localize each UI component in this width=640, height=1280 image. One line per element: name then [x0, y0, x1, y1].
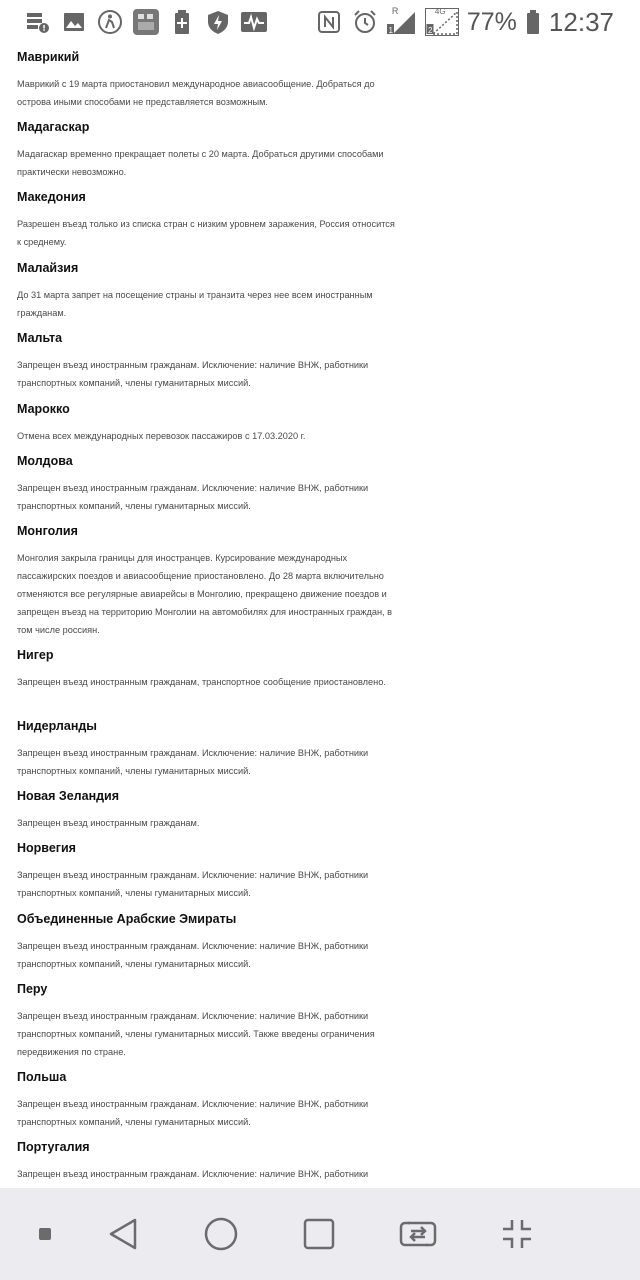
list-item: [0, 188, 640, 251]
country-name: Перу: [17, 982, 48, 996]
country-restrictions: Маврикий с 19 марта приостановил международное авиасообщение. Добраться до острова иными способами не представляется возможным.: [17, 79, 375, 107]
list-item: [0, 787, 439, 832]
dot-icon: [38, 1227, 52, 1241]
signal-sim1-icon: [387, 8, 417, 36]
alarm-clock-icon: [351, 8, 379, 36]
country-restrictions: Запрещен въезд иностранным гражданам. Исключение: наличие ВНЖ, работники транспортных компаний, члены гуманитарных миссий.: [17, 360, 369, 388]
country-restrictions: Запрещен въезд иностранным гражданам. Исключение: наличие ВНЖ, работники транспортных компаний, члены гуманитарных миссий.: [17, 941, 369, 969]
country-name: Македония: [17, 190, 86, 204]
battery-plus-icon: [168, 8, 196, 36]
country-restrictions: Мадагаскар временно прекращает полеты с 20 марта. Добраться другими способами практически невозможно.: [17, 149, 384, 177]
country-name: Мадагаскар: [17, 120, 90, 134]
list-item: [0, 400, 545, 445]
list-item: [0, 1068, 640, 1131]
country-restrictions: Запрещен въезд иностранным гражданам. Исключение: наличие ВНЖ, работники транспортных компаний, члены гуманитарных миссий. Также введены ограничения передвижения по стране.: [17, 1011, 375, 1057]
sim2-label: 4G: [434, 7, 446, 16]
article-content: [0, 44, 640, 1188]
nfc-icon: [315, 8, 343, 36]
country-name: Нигер: [17, 648, 54, 662]
battery-percent: 77%: [466, 7, 517, 36]
list-item: [0, 910, 640, 973]
switch-app-icon: [398, 1219, 438, 1249]
collapse-button[interactable]: [493, 1210, 541, 1258]
recents-button[interactable]: [295, 1210, 343, 1258]
svg-text:2: 2: [427, 26, 433, 35]
list-item: [0, 646, 626, 691]
country-name: Маврикий: [17, 50, 80, 64]
country-name: Мальта: [17, 331, 63, 345]
country-name: Объединенные Арабские Эмираты: [17, 912, 237, 926]
country-restrictions: До 31 марта запрет на посещение страны и транзита через нее всем иностранным гражданам.: [17, 290, 373, 318]
country-restrictions: Запрещен въезд иностранным гражданам. Исключение: наличие ВНЖ, работники: [17, 1169, 369, 1179]
clock: 12:37: [548, 6, 614, 37]
country-name: Нидерланды: [17, 719, 97, 733]
server-alert-icon: [24, 8, 52, 36]
country-name: Молдова: [17, 454, 73, 468]
country-name: Марокко: [17, 402, 70, 416]
country-restrictions: Монголия закрыла границы для иностранцев. Курсирование международных пассажирских поездов и авиасообщение приостановлено. До 28 марта включительно отменяются все регулярные авиарейсы в Монголию, прекращено движение поездов и запрещен въезд на территорию Монголии на автомобилях для иностранных граждан, в том числе россиян.: [17, 553, 393, 635]
back-icon: [107, 1217, 139, 1251]
svg-text:1: 1: [388, 26, 393, 35]
list-item: [0, 259, 640, 322]
recents-icon: [302, 1217, 336, 1251]
country-name: Польша: [17, 1070, 67, 1084]
country-restrictions: Отмена всех международных перевозок пассажиров с 17.03.2020 г.: [17, 431, 306, 441]
country-restrictions: Запрещен въезд иностранным гражданам.: [17, 818, 200, 828]
list-item: [0, 980, 640, 1061]
country-restrictions: Запрещен въезд иностранным гражданам. Исключение: наличие ВНЖ, работники транспортных компаний, члены гуманитарных миссий.: [17, 870, 369, 898]
battery-icon: [525, 8, 541, 36]
list-item: [0, 717, 640, 780]
country-name: Португалия: [17, 1140, 90, 1154]
accessibility-icon: [96, 8, 124, 36]
collapse-icon: [500, 1217, 534, 1251]
list-item: [0, 839, 640, 902]
image-icon: [60, 8, 88, 36]
list-item: [0, 522, 640, 639]
switch-app-button[interactable]: [394, 1210, 442, 1258]
activity-icon: [240, 8, 268, 36]
status-bar: [0, 0, 640, 44]
list-item: [0, 118, 640, 181]
country-restrictions: Запрещен въезд иностранным гражданам. Исключение: наличие ВНЖ, работники транспортных компаний, члены гуманитарных миссий.: [17, 483, 369, 511]
country-restrictions: Разрешен въезд только из списка стран с низким уровнем заражения, Россия относится к среднему.: [17, 219, 395, 247]
home-icon: [203, 1216, 239, 1252]
list-item: [0, 48, 640, 111]
app-grid-icon: [132, 8, 160, 36]
navigation-bar: [0, 1188, 640, 1280]
home-button[interactable]: [197, 1210, 245, 1258]
power-shield-icon: [204, 8, 232, 36]
country-name: Норвегия: [17, 841, 76, 855]
dot-button[interactable]: [21, 1210, 69, 1258]
country-name: Малайзия: [17, 261, 79, 275]
country-name: Монголия: [17, 524, 78, 538]
country-name: Новая Зеландия: [17, 789, 120, 803]
country-restrictions: Запрещен въезд иностранным гражданам. Исключение: наличие ВНЖ, работники транспортных компаний, члены гуманитарных миссий.: [17, 1099, 369, 1127]
list-item: [0, 452, 640, 515]
signal-sim2-icon: [425, 8, 459, 36]
sim1-label: R: [391, 6, 399, 16]
list-item: [0, 329, 640, 392]
country-restrictions: Запрещен въезд иностранным гражданам, транспортное сообщение приостановлено.: [17, 677, 386, 687]
back-button[interactable]: [99, 1210, 147, 1258]
country-restrictions: Запрещен въезд иностранным гражданам. Исключение: наличие ВНЖ, работники транспортных компаний, члены гуманитарных миссий.: [17, 748, 369, 776]
